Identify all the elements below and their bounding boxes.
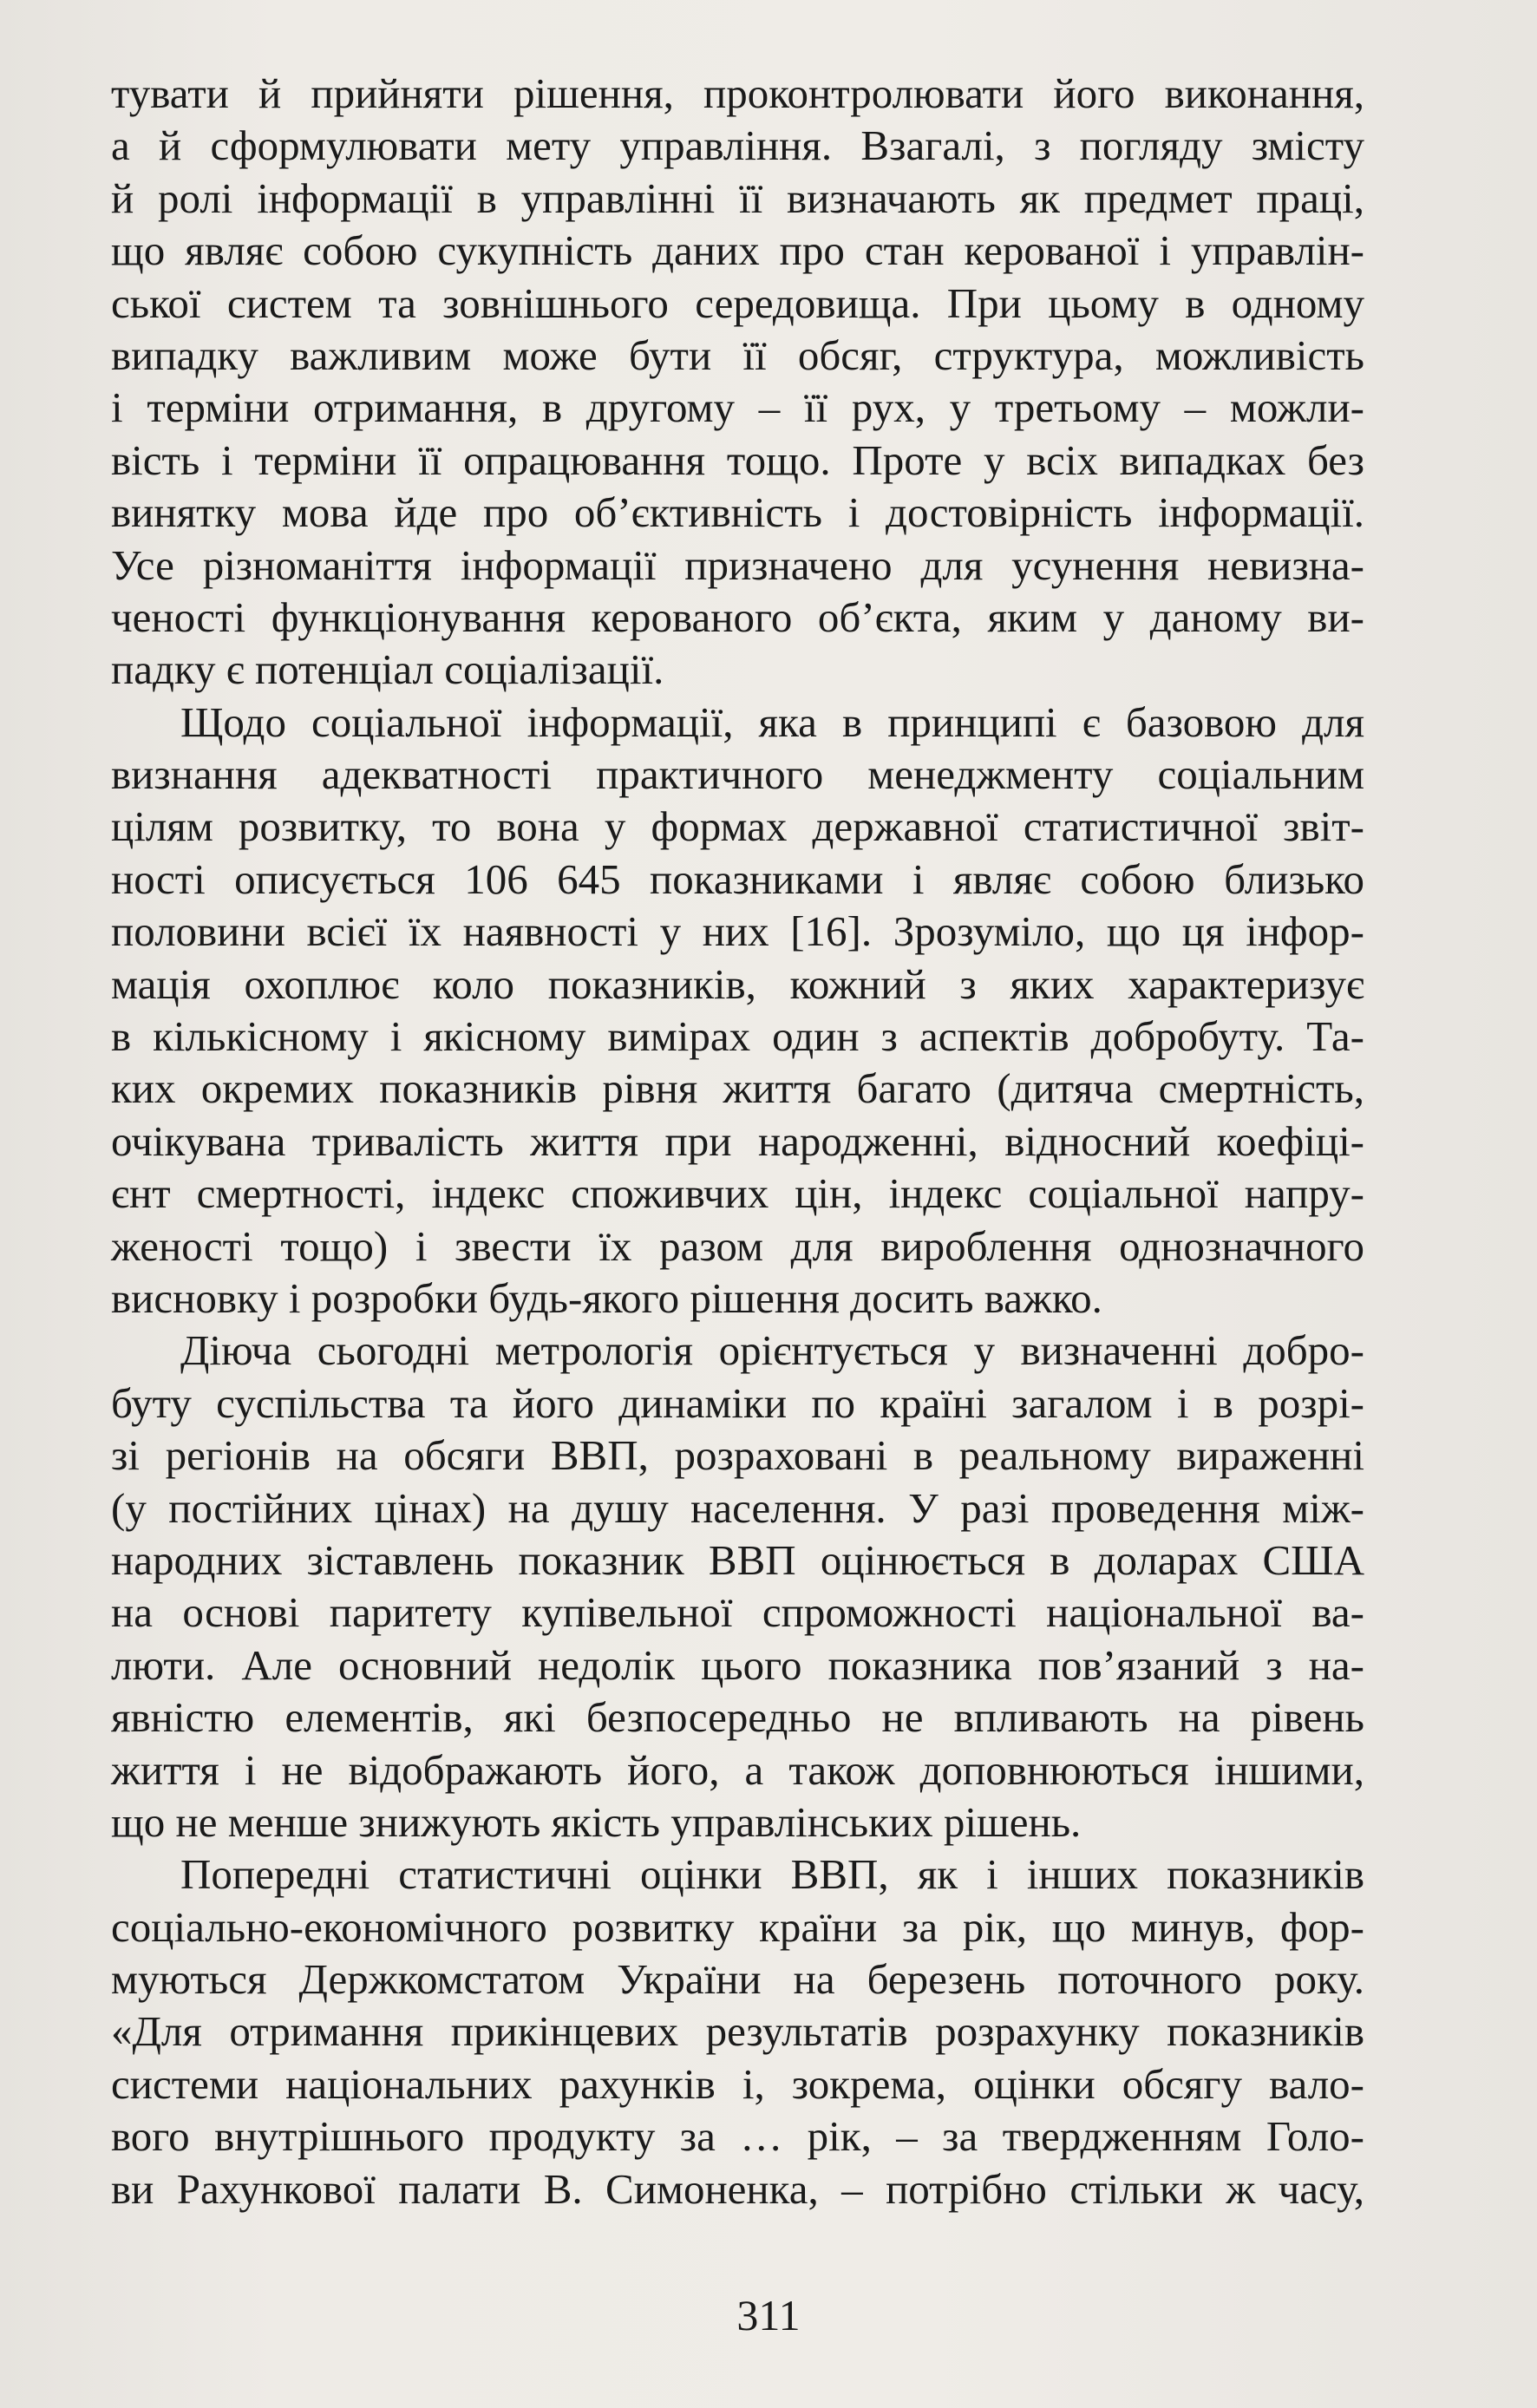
text-line: Усе різноманіття інформації призначено для усунення невизна- [111,540,1364,589]
text-line: «Для отримання прикінцевих результатів розрахунку показників [111,2007,1364,2056]
paragraph [111,697,1364,1325]
text-line: мація охоплює коло показників, кожний з яких характеризує [111,959,1364,1008]
text-line: муються Держкомстатом України на березень поточного року. [111,1955,1364,2004]
text-line: народних зіставлень показник ВВП оцінюється в доларах США [111,1535,1364,1584]
text-line: визнання адекватності практичного менеджменту соціальним [111,750,1364,799]
text-line: ності описується 106 645 показниками і являє собою близько [111,854,1364,903]
text-line: Попередні статистичні оцінки ВВП, як і інших показників [180,1850,1364,1899]
text-line: явністю елементів, які безпосередньо не впливають на рівень [111,1693,1364,1742]
text-line: життя і не відображають його, а також доповнюються іншими, [111,1745,1364,1794]
text-line: а й сформулювати мету управління. Взагалі, з погляду змісту [111,121,1364,170]
text-line: висновку і розробки будь-якого рішення досить важко. [111,1273,1102,1322]
text-line: що не менше знижують якість управлінських рішень. [111,1797,1082,1846]
text-line: й ролі інформації в управлінні її визначають як предмет праці, [111,173,1364,222]
text-line: системи національних рахунків і, зокрема, оцінки обсягу вало- [111,2059,1364,2108]
body-text [111,68,1364,2215]
text-line: люти. Але основний недолік цього показника пов’язаний з на- [111,1640,1364,1689]
text-line: зі регіонів на обсяги ВВП, розраховані в реальному вираженні [111,1431,1364,1480]
text-line: очікувана тривалість життя при народженні, відносний коефіці- [111,1116,1364,1165]
text-line: ких окремих показників рівня життя багато (дитяча смертність, [111,1064,1364,1113]
text-line: ченості функціонування керованого об’єкта, яким у даному ви- [111,592,1364,641]
text-line: в кількісному і якісному вимірах один з аспектів добробуту. Та- [111,1012,1364,1061]
text-line: випадку важливим може бути її обсяг, структура, можливість [111,330,1364,379]
text-line: половини всієї їх наявності у них [16]. Зрозуміло, що ця інфор- [111,907,1364,956]
page-number: 311 [736,2291,801,2339]
text-line: і терміни отримання, в другому – її рух, у третьому – можли- [111,383,1364,432]
text-line: ської систем та зовнішнього середовища. При цьому в одному [111,278,1364,327]
text-line: винятку мова йде про об’єктивність і достовірність інформації. [111,488,1364,537]
paragraph [111,68,1364,697]
text-line: єнт смертності, індекс споживчих цін, індекс соціальної напру- [111,1169,1364,1218]
text-line: вість і терміни її опрацювання тощо. Проте у всіх випадках без [111,435,1364,484]
text-line: буту суспільства та його динаміки по країні загалом і в розрі- [111,1378,1364,1427]
text-line: женості тощо) і звести їх разом для вироблення однозначного [111,1221,1364,1270]
text-line: вого внутрішнього продукту за … рік, – за твердженням Голо- [111,2112,1364,2161]
text-line: (у постійних цінах) на душу населення. У разі проведення між- [111,1483,1364,1532]
text-line: Діюча сьогодні метрологія орієнтується у визначенні добро- [180,1326,1364,1375]
text-line: соціально-економічного розвитку країни за рік, що минув, фор- [111,1902,1364,1951]
text-line: ви Рахункової палати В. Симоненка, – потрібно стільки ж часу, [111,2164,1364,2213]
text-line: падку є потенціал соціалізації. [111,645,664,694]
text-line: цілям розвитку, то вона у формах державної статистичної звіт- [111,802,1364,851]
paragraph [111,1325,1364,1849]
text-line: на основі паритету купівельної спроможності національної ва- [111,1588,1364,1637]
paragraph [111,1849,1364,2215]
text-line: тувати й прийняти рішення, проконтролювати його виконання, [111,69,1364,117]
text-line: що являє собою сукупність даних про стан керованої і управлін- [111,226,1364,275]
text-line: Щодо соціальної інформації, яка в принципі є базовою для [180,697,1364,746]
